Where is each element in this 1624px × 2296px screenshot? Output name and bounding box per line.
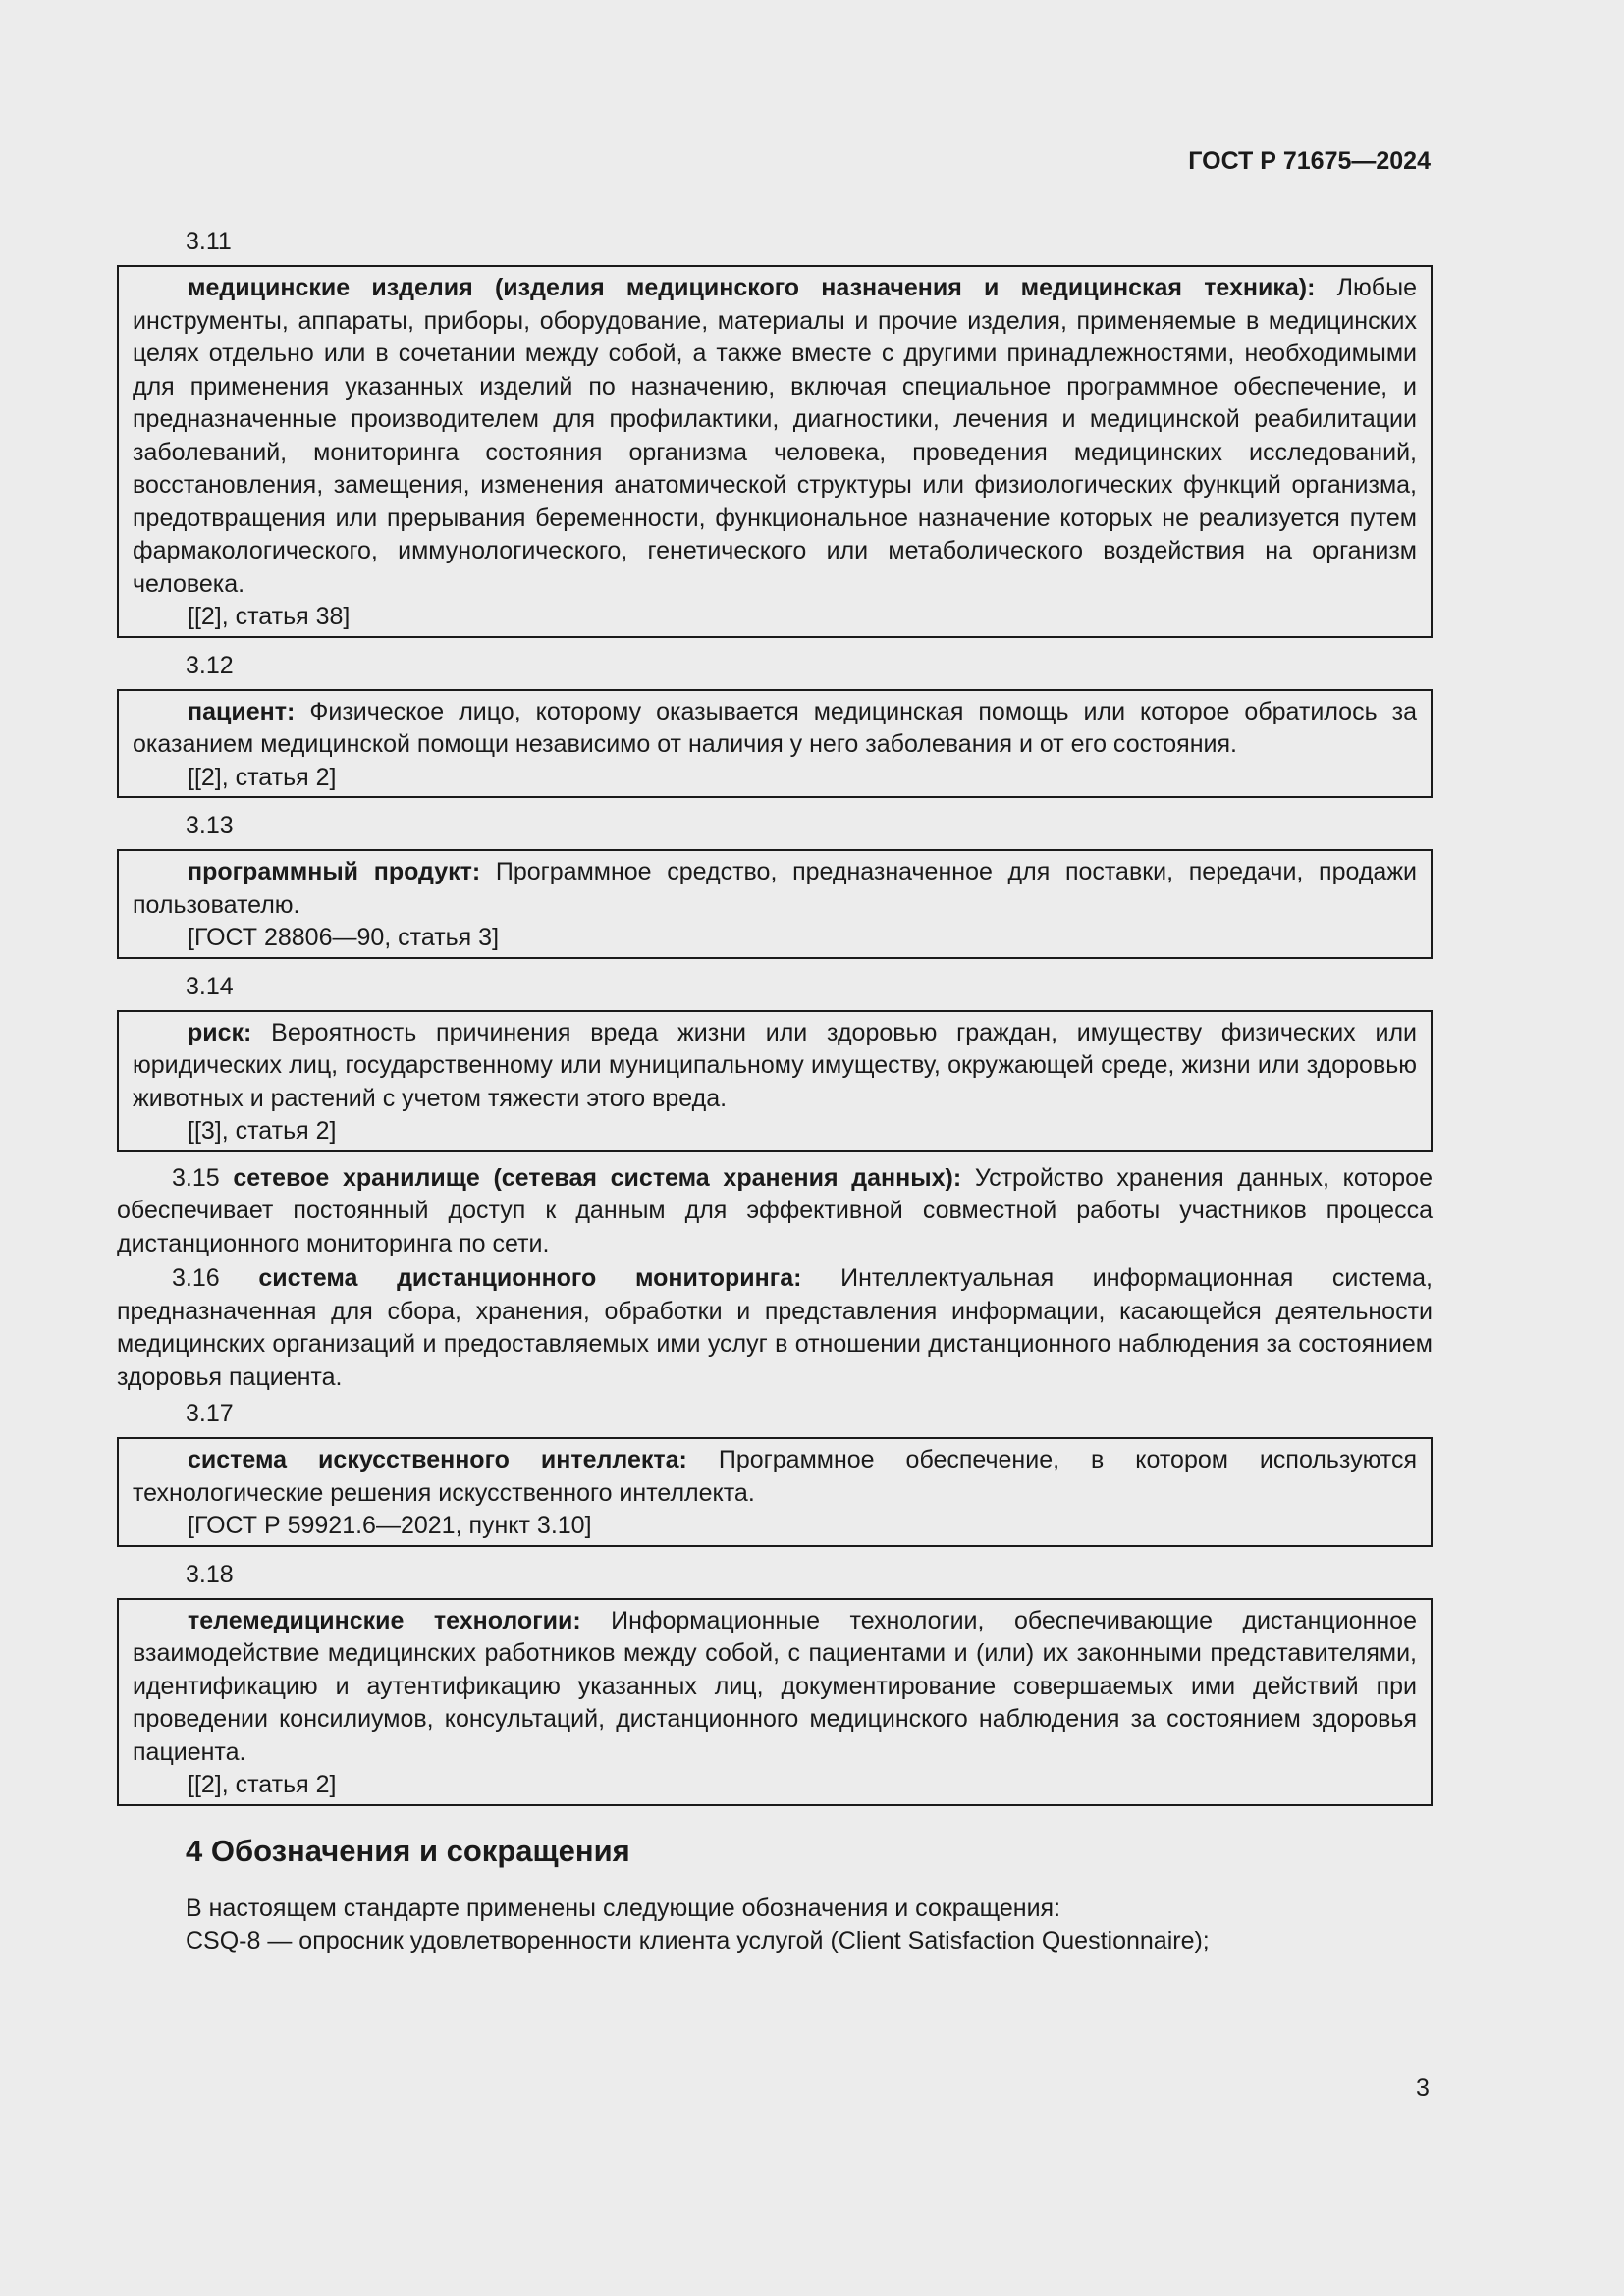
- section-body: [117, 1893, 1433, 1958]
- definition-number: 3.13: [186, 812, 234, 839]
- definition-paragraph: [133, 272, 1417, 601]
- definition-paragraph: [133, 1017, 1417, 1116]
- definition-term: система искусственного интеллекта:: [188, 1446, 687, 1473]
- definition-text: Программное средство, предназначенное для поставки, передачи, продажи пользователю.: [133, 858, 1418, 919]
- definition-number: 3.12: [186, 651, 234, 679]
- definition-source: [ГОСТ Р 59921.6—2021, пункт 3.10]: [188, 1512, 592, 1539]
- page-content: [117, 224, 1433, 1958]
- definition-box: [117, 1598, 1433, 1806]
- definition-number: 3.17: [186, 1400, 234, 1427]
- definition-paragraph: [117, 1162, 1433, 1261]
- definition-source: [[2], статья 2]: [188, 763, 337, 791]
- definition-box: [117, 689, 1433, 799]
- definition-term: телемедицинские технологии:: [188, 1606, 581, 1634]
- definition-text: Устройство хранения данных, которое обеспечивает постоянный доступ к данным для эффективной совместной работы участников процесса дистанционного мониторинга по сети.: [117, 1163, 1433, 1257]
- plain-definition: [117, 1162, 1433, 1261]
- definition-term: сетевое хранилище (сетевая система хранения данных):: [233, 1163, 962, 1192]
- definition-number: 3.15: [172, 1163, 220, 1192]
- definition-source: [[3], статья 2]: [188, 1117, 337, 1145]
- definition-paragraph: [117, 1262, 1433, 1394]
- definition-source: [ГОСТ 28806—90, статья 3]: [188, 924, 500, 951]
- section-heading: 4 Обозначения и сокращения: [186, 1833, 630, 1868]
- definition-source: [[2], статья 38]: [188, 603, 351, 630]
- abbreviation-item: CSQ-8 — опросник удовлетворенности клиента услугой (Client Satisfaction Questionnaire);: [186, 1927, 1210, 1954]
- definition-text: Интеллектуальная информационная система, предназначенная для сбора, хранения, обработки и представления информации, касающейся деятельности медицинских организаций и предоставляемых ими услуг в отношении дистанционного наблюдения за состоянием здоровья пациента.: [117, 1264, 1434, 1391]
- definition-number: 3.11: [186, 228, 232, 255]
- plain-definition: [117, 1262, 1433, 1394]
- definition-number: 3.16: [172, 1264, 220, 1292]
- definition-paragraph: [133, 696, 1417, 762]
- definition-box: [117, 265, 1433, 638]
- definition-term: пациент:: [188, 697, 296, 725]
- document-code: ГОСТ Р 71675—2024: [1188, 147, 1431, 175]
- definition-text: Любые инструменты, аппараты, приборы, оборудование, материалы и прочие изделия, применяемые в медицинских целях отдельно или в сочетании между собой, а также вместе с другими принадлежностями, необходимыми для применения указанных изделий по назначению, включая специальное программное обеспечение, и предназначенные производителем для профилактики, диагностики, лечения и медицинской реабилитации заболеваний, мониторинга состояния организма человека, проведения медицинских исследований, восстановления, замещения, изменения анатомической структуры или физиологических функций организма, предотвращения или прерывания беременности, функциональное назначение которых не реализуется путем фармакологического, иммунологического, генетического или метаболического воздействия на организм человека.: [133, 274, 1417, 598]
- definition-box: [117, 849, 1433, 959]
- definition-text: Вероятность причинения вреда жизни или здоровью граждан, имуществу физических или юридических лиц, государственному или муниципальному имуществу, окружающей среде, жизни или здоровью животных и растений с учетом тяжести этого вреда.: [133, 1018, 1417, 1112]
- definition-source: [[2], статья 2]: [188, 1771, 337, 1798]
- definition-term: риск:: [188, 1018, 252, 1046]
- definition-term: программный продукт:: [188, 858, 481, 885]
- definition-number: 3.14: [186, 972, 234, 1000]
- definition-paragraph: [133, 856, 1417, 922]
- definition-box: [117, 1010, 1433, 1152]
- definition-paragraph: [133, 1444, 1417, 1510]
- definition-number: 3.18: [186, 1560, 234, 1588]
- definition-text: Программное обеспечение, в котором используются технологические решения искусственного интеллекта.: [133, 1446, 1417, 1507]
- page-number: 3: [1416, 2074, 1430, 2102]
- section-intro: В настоящем стандарте применены следующие обозначения и сокращения:: [186, 1894, 1061, 1922]
- definition-term: медицинские изделия (изделия медицинского назначения и медицинская техника):: [188, 274, 1316, 301]
- definition-text: Физическое лицо, которому оказывается медицинская помощь или которое обратилось за оказанием медицинской помощи независимо от наличия у него заболевания и от его состояния.: [133, 697, 1417, 758]
- definition-box: [117, 1437, 1433, 1547]
- definition-term: система дистанционного мониторинга:: [258, 1264, 802, 1292]
- definition-text: Информационные технологии, обеспечивающие дистанционное взаимодействие медицинских работников между собой, с пациентами и (или) их законными представителями, идентификацию и аутентификацию указанных лиц, документирование совершаемых ими действий при проведении консилиумов, консультаций, дистанционного медицинского наблюдения за состоянием здоровья пациента.: [133, 1606, 1417, 1766]
- definition-paragraph: [133, 1605, 1417, 1770]
